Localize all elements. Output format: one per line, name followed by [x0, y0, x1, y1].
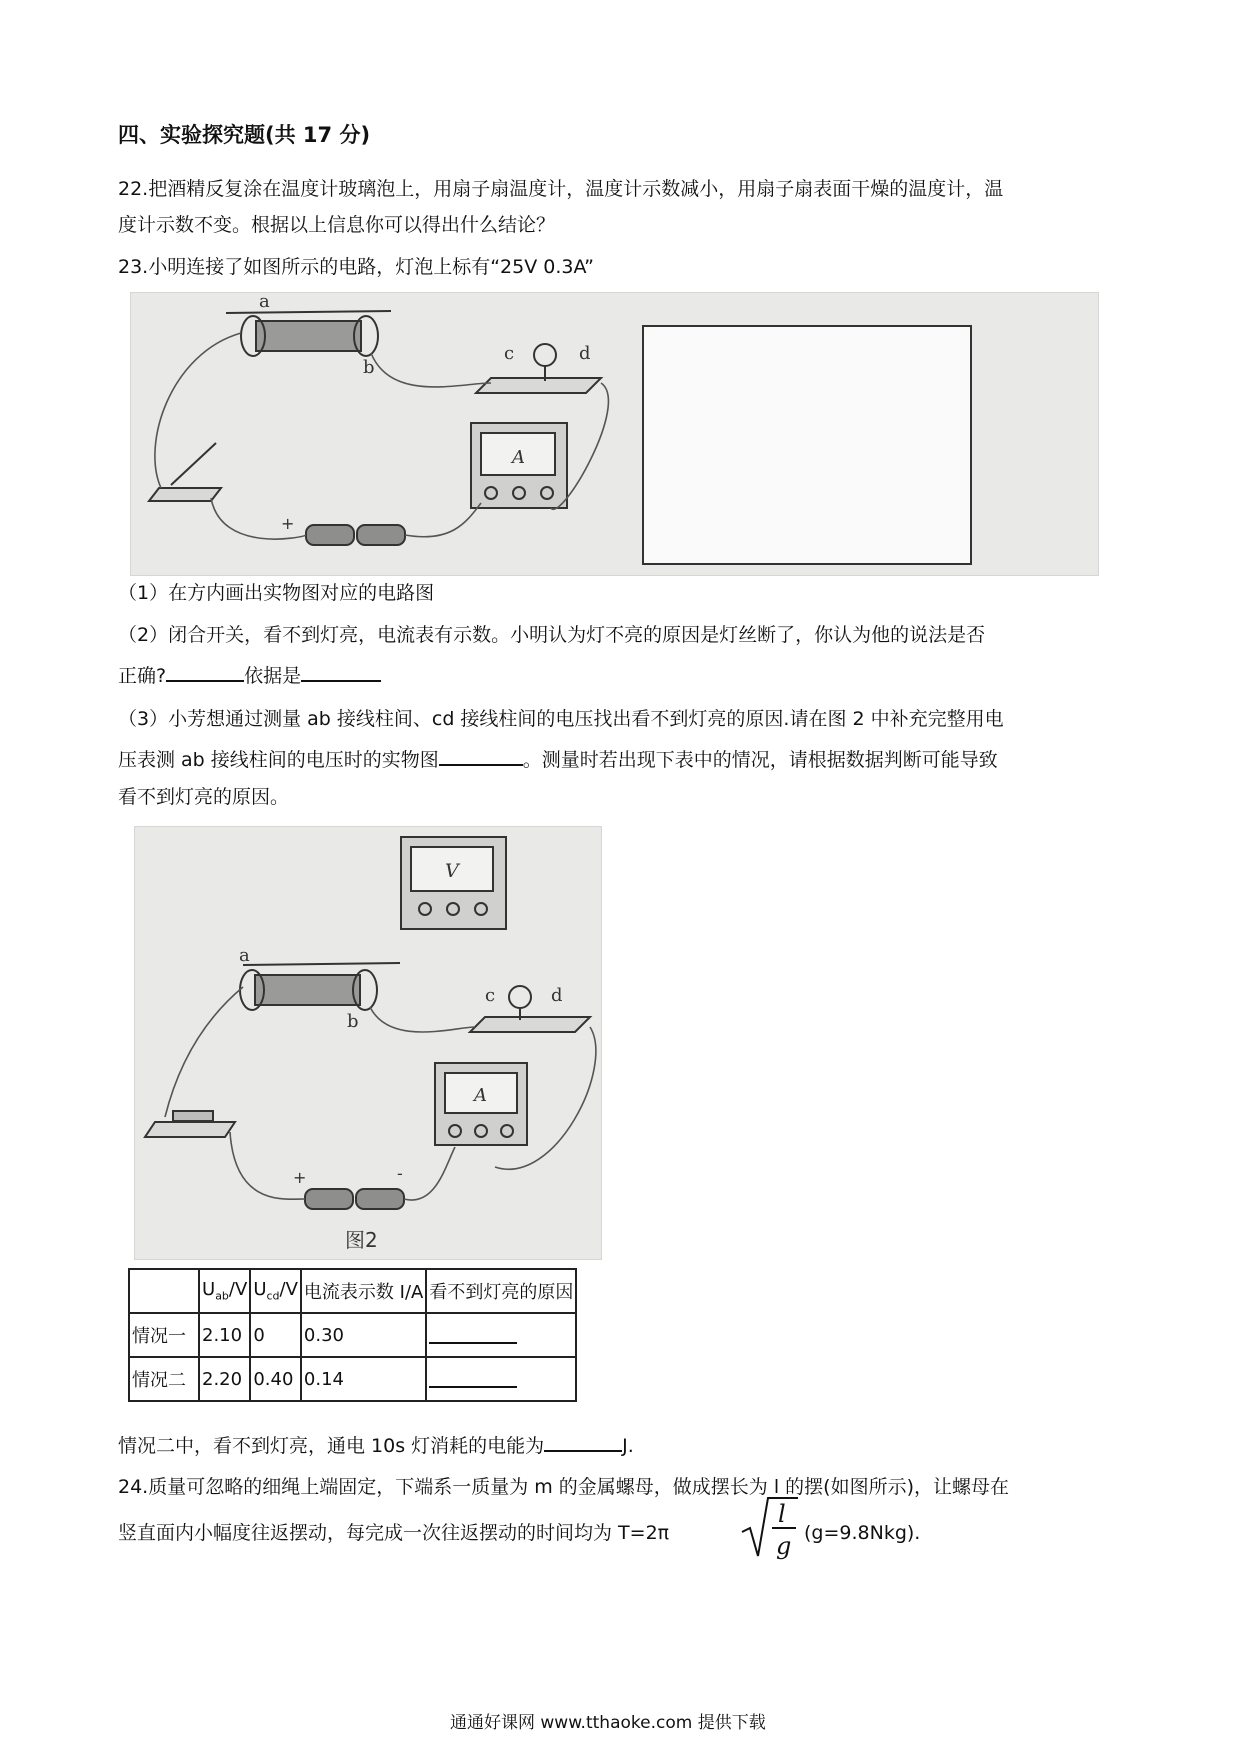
voltmeter-label: V [445, 860, 459, 882]
section-title: 四、实验探究题(共 17 分) [118, 123, 371, 147]
cell-current: 0.30 [301, 1313, 426, 1357]
q22-line-2: 度计示数不变。根据以上信息你可以得出什么结论？ [118, 214, 556, 236]
q23-part-3-line-2: 压表测 ab 接线柱间的电压时的实物图 。测量时若出现下表中的情况，请根据数据判断可能导致 [118, 744, 998, 773]
rheostat-icon [240, 963, 400, 1010]
cell-uab: 2.10 [199, 1313, 250, 1357]
switch-icon [145, 1111, 235, 1137]
q23-part-2-line-2: 正确? 依据是 [118, 660, 381, 689]
battery-minus-label: - [397, 1164, 403, 1183]
terminal-a-label: a [239, 945, 250, 966]
table-header-empty [129, 1269, 199, 1313]
answer-blank-energy[interactable] [544, 1430, 622, 1452]
cell-reason-blank[interactable] [426, 1357, 576, 1401]
cell-ucd: 0 [250, 1313, 301, 1357]
formula-numerator: l [778, 1500, 786, 1528]
q23-part-1: （1）在方内画出实物图对应的电路图 [118, 582, 435, 604]
terminal-c-label: c [504, 343, 515, 364]
battery-icon [305, 1189, 404, 1209]
formula-denominator: g [776, 1532, 792, 1560]
ammeter-label: A [512, 447, 525, 468]
cell-ucd: 0.40 [250, 1357, 301, 1401]
ammeter-label: A [474, 1085, 487, 1106]
terminal-d-label: d [551, 985, 563, 1006]
answer-box [643, 326, 971, 564]
rheostat-icon [226, 311, 391, 356]
cell-reason-blank[interactable] [426, 1313, 576, 1357]
q23-part-2-line-1: （2）闭合开关，看不到灯亮，电流表有示数。小明认为灯不亮的原因是灯丝断了，你认为他的说法是否 [118, 624, 986, 646]
battery-plus-label: + [293, 1168, 307, 1187]
cell-uab: 2.20 [199, 1357, 250, 1401]
energy-question: 情况二中，看不到灯亮，通电 10s 灯消耗的电能为 J. [118, 1430, 634, 1459]
table-row [129, 1313, 576, 1357]
table-header-current: 电流表示数 I/A [301, 1269, 426, 1313]
voltmeter-icon [401, 837, 506, 929]
terminal-b-label: b [347, 1011, 359, 1032]
switch-icon [149, 443, 221, 501]
terminal-b-label: b [363, 357, 375, 378]
answer-blank-correct[interactable] [166, 660, 244, 682]
measurement-table [128, 1268, 577, 1402]
battery-icon [306, 525, 405, 545]
circuit-figure-2 [134, 826, 602, 1260]
figure-2-caption: 图2 [345, 1228, 378, 1252]
page-footer: 通通好课网 www.tthaoke.com 提供下载 [450, 1713, 766, 1733]
row-label: 情况二 [129, 1357, 199, 1401]
q24-line-2: 竖直面内小幅度往返摆动，每完成一次往返摆动的时间均为 T=2π [118, 1522, 670, 1544]
table-header-uab: $U_{ab}/V$ [199, 1269, 250, 1313]
table-row [129, 1357, 576, 1401]
q23-part-3-line-1: （3）小芳想通过测量 ab 接线柱间、cd 接线柱间的电压找出看不到灯亮的原因.请在图 2 中补充完整用电 [118, 708, 1004, 730]
terminal-c-label: c [485, 985, 496, 1006]
q23-intro: 23.小明连接了如图所示的电路，灯泡上标有“25V 0.3A” [118, 256, 594, 278]
table-header-ucd: $U_{cd}/V$ [250, 1269, 301, 1313]
row-label: 情况一 [129, 1313, 199, 1357]
battery-plus-label: + [281, 514, 295, 533]
q22-line-1: 22.把酒精反复涂在温度计玻璃泡上，用扇子扇温度计，温度计示数减小，用扇子扇表面干燥的温度计，温 [118, 178, 1004, 200]
terminal-d-label: d [579, 343, 591, 364]
q24-gravity-note: (g=9.8Nkg). [804, 1522, 921, 1544]
cell-current: 0.14 [301, 1357, 426, 1401]
period-formula [740, 1496, 800, 1564]
q23-part-3-line-3: 看不到灯亮的原因。 [118, 786, 290, 808]
table-header-reason: 看不到灯亮的原因 [426, 1269, 576, 1313]
circuit-figure-1 [130, 292, 1099, 576]
q24-line-1: 24.质量可忽略的细绳上端固定，下端系一质量为 m 的金属螺母，做成摆长为 l 的摆(如图所示)，让螺母在 [118, 1476, 1009, 1498]
answer-blank-basis[interactable] [301, 660, 381, 682]
answer-blank-figure[interactable] [439, 744, 523, 766]
terminal-a-label: a [259, 293, 270, 312]
table-header-row [129, 1269, 576, 1313]
